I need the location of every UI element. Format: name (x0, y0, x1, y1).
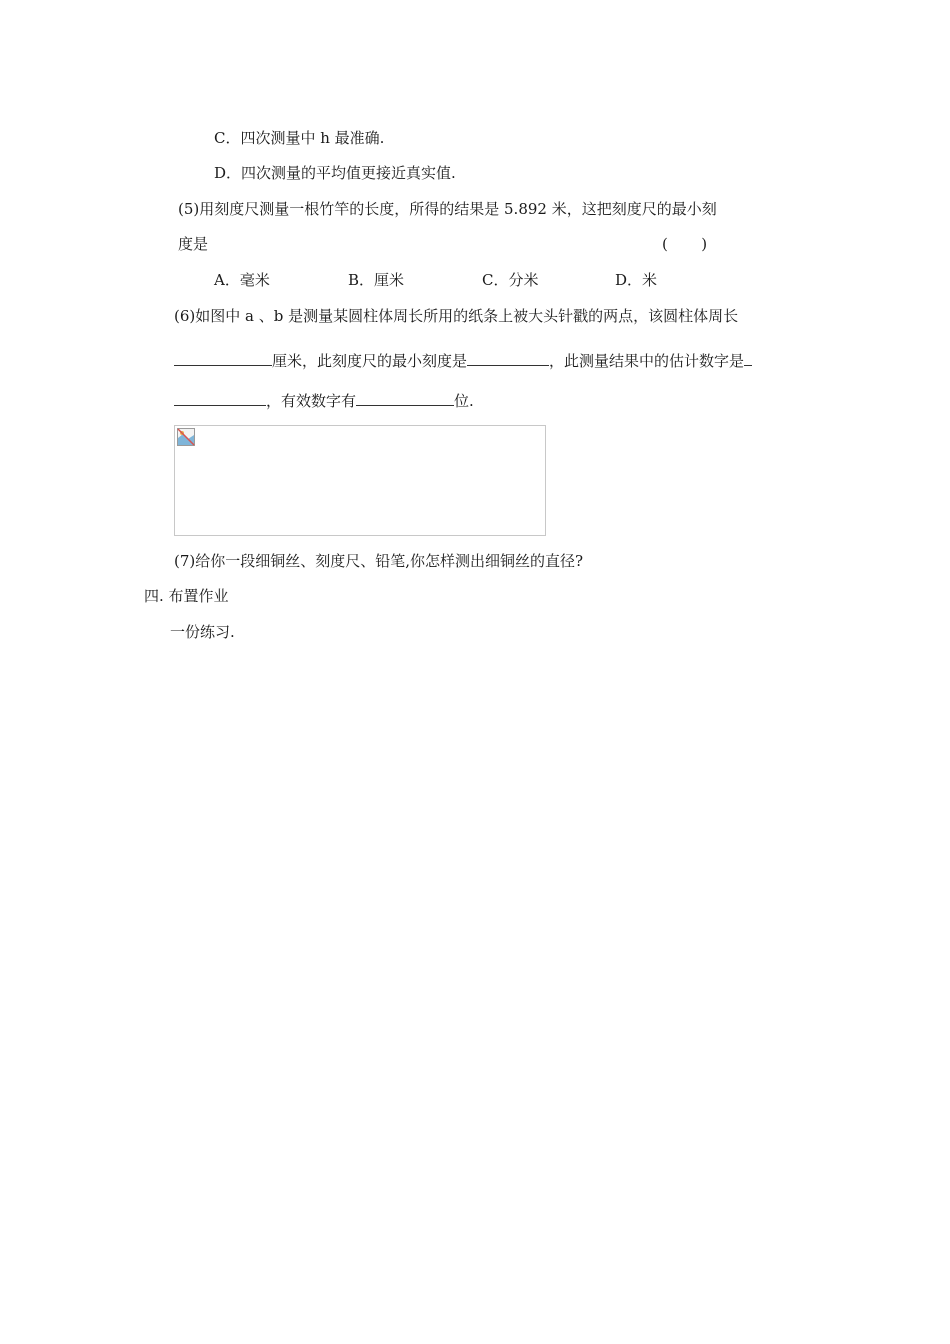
broken-image-icon (177, 428, 195, 446)
q6-question-line1: (6)如图中 a 、b 是测量某圆柱体周长所用的纸条上被大头针戳的两点，该圆柱体周长 (174, 307, 739, 325)
q6-question-line3 (174, 389, 474, 411)
q5-question-line2: 度是 (178, 235, 209, 253)
answer-blank (174, 349, 272, 366)
q5-option-b: B．厘米 (348, 271, 405, 289)
q5-answer-paren: ( ) (662, 235, 708, 253)
answer-blank (356, 389, 454, 406)
q6-text-b: ，此测量结果中的估计数字是 (549, 352, 745, 370)
q6-text-a: 厘米，此刻度尺的最小刻度是 (272, 352, 468, 370)
q7-question: (7)给你一段细铜丝、刻度尺、铅笔,你怎样测出细铜丝的直径? (174, 552, 584, 570)
q5-option-d: D．米 (615, 271, 658, 289)
homework-text: 一份练习. (170, 623, 235, 641)
section-heading: 四. 布置作业 (144, 587, 229, 605)
q5-question-line1: (5)用刻度尺测量一根竹竿的长度，所得的结果是 5.892 米，这把刻度尺的最小刻 (178, 200, 717, 218)
q4-option-c: C．四次测量中 h 最准确. (214, 129, 385, 147)
answer-blank (744, 349, 752, 366)
q6-text-d: 位. (454, 392, 474, 410)
q6-text-c: ，有效数字有 (266, 392, 357, 410)
q5-option-c: C．分米 (482, 271, 539, 289)
answer-blank (174, 389, 266, 406)
q5-option-a: A．毫米 (214, 271, 270, 289)
q4-option-d: D．四次测量的平均值更接近真实值. (214, 164, 456, 182)
answer-blank (467, 349, 549, 366)
q6-question-line2 (174, 349, 752, 371)
figure-placeholder (174, 425, 546, 536)
